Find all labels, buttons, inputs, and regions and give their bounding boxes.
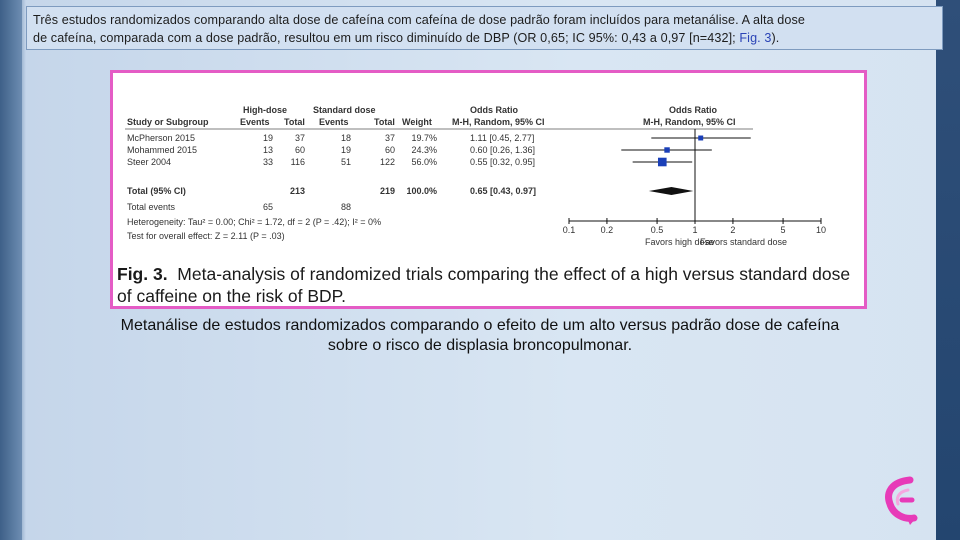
overall-effect-text: Test for overall effect: Z = 2.11 (P = .03) — [127, 231, 285, 241]
x-tick-label: 1 — [692, 225, 698, 235]
figure-caption — [117, 263, 857, 307]
total-ci: 0.65 [0.43, 0.97] — [470, 186, 537, 196]
events-high: 19 — [262, 133, 273, 143]
header-odds-ratio-right: Odds Ratio — [669, 105, 718, 115]
events-standard: 18 — [340, 133, 351, 143]
col-study: Study or Subgroup — [127, 117, 209, 127]
study-name: Steer 2004 — [127, 157, 172, 167]
total-label: Total (95% CI) — [127, 186, 186, 196]
header-odds-ratio: Odds Ratio — [470, 105, 519, 115]
study-name: McPherson 2015 — [127, 133, 196, 143]
study-weight: 19.7% — [411, 133, 437, 143]
figure-3-frame — [110, 70, 867, 309]
total-high: 60 — [294, 145, 305, 155]
forest-plot-area — [563, 129, 826, 235]
heterogeneity-text: Heterogeneity: Tau² = 0.00; Chi² = 1.72, df = 2 (P = .42); I² = 0% — [127, 217, 382, 227]
total-events-1: 65 — [262, 202, 273, 212]
forest-plot — [113, 73, 864, 258]
caption-label: Fig. 3. — [117, 264, 168, 284]
curved-arrow-logo-icon[interactable] — [880, 474, 922, 530]
study-rows — [127, 133, 535, 167]
summary-line-2 — [33, 29, 936, 47]
total-events-2: 88 — [340, 202, 351, 212]
x-tick-label: 2 — [730, 225, 736, 235]
events-high: 13 — [262, 145, 273, 155]
study-marker — [664, 147, 669, 152]
total-events-label: Total events — [127, 202, 176, 212]
x-tick-label: 5 — [780, 225, 786, 235]
summary-text-box — [26, 6, 943, 50]
col-total-1: Total — [284, 117, 305, 127]
left-decor-band — [0, 0, 22, 540]
summary-line-1: Três estudos randomizados comparando alta dose de cafeína com cafeína de dose padrão foram incluídos para metanálise. A alta dose — [33, 13, 806, 27]
total-n-1: 213 — [289, 186, 305, 196]
total-high: 116 — [290, 157, 305, 167]
x-tick-label: 10 — [815, 225, 827, 235]
figure-3-link[interactable]: Fig. 3 — [739, 31, 772, 45]
header-high-dose: High-dose — [243, 105, 287, 115]
study-ci: 0.60 [0.26, 1.36] — [470, 145, 536, 155]
header-standard-dose: Standard dose — [313, 105, 376, 115]
col-total-2: Total — [374, 117, 395, 127]
favors-left-label: Favors high dose — [645, 237, 715, 247]
total-weight: 100.0% — [406, 186, 437, 196]
total-standard: 60 — [384, 145, 395, 155]
x-tick-label: 0.1 — [562, 225, 576, 235]
col-events-1: Events — [240, 117, 270, 127]
total-n-2: 219 — [379, 186, 395, 196]
events-standard: 51 — [340, 157, 351, 167]
x-tick-label: 0.5 — [650, 225, 664, 235]
summary-diamond — [649, 187, 694, 195]
favors-right-label: Favors standard dose — [700, 237, 788, 247]
study-marker — [658, 158, 667, 167]
right-decor-band — [936, 0, 960, 540]
x-tick-label: 0.2 — [600, 225, 614, 235]
study-ci: 0.55 [0.32, 0.95] — [470, 157, 536, 167]
total-high: 37 — [294, 133, 305, 143]
study-name: Mohammed 2015 — [127, 145, 198, 155]
col-events-2: Events — [319, 117, 349, 127]
events-standard: 19 — [340, 145, 351, 155]
summary-line-2-end: ). — [771, 31, 780, 45]
summary-line-2-text: de cafeína, comparada com a dose padrão, resultou em um risco diminuído de DBP (OR 0,65; IC 95%: 0,43 a 0,97 [n=432]; — [33, 31, 740, 45]
study-weight: 24.3% — [411, 145, 437, 155]
study-marker — [698, 136, 703, 141]
events-high: 33 — [262, 157, 273, 167]
caption-text: Meta-analysis of randomized trials comparing the effect of a high versus standard dose of caffeine on the risk of BDP. — [117, 264, 851, 306]
col-method-right: M-H, Random, 95% CI — [643, 117, 736, 127]
total-standard: 37 — [384, 133, 395, 143]
col-method: M-H, Random, 95% CI — [452, 117, 545, 127]
col-weight: Weight — [402, 117, 432, 127]
study-weight: 56.0% — [411, 157, 437, 167]
portuguese-caption: Metanálise de estudos randomizados comparando o efeito de um alto versus padrão dose de cafeína sobre o risco de displasia broncopulmonar. — [120, 317, 840, 354]
study-ci: 1.11 [0.45, 2.77] — [470, 133, 535, 143]
total-standard: 122 — [379, 157, 395, 167]
